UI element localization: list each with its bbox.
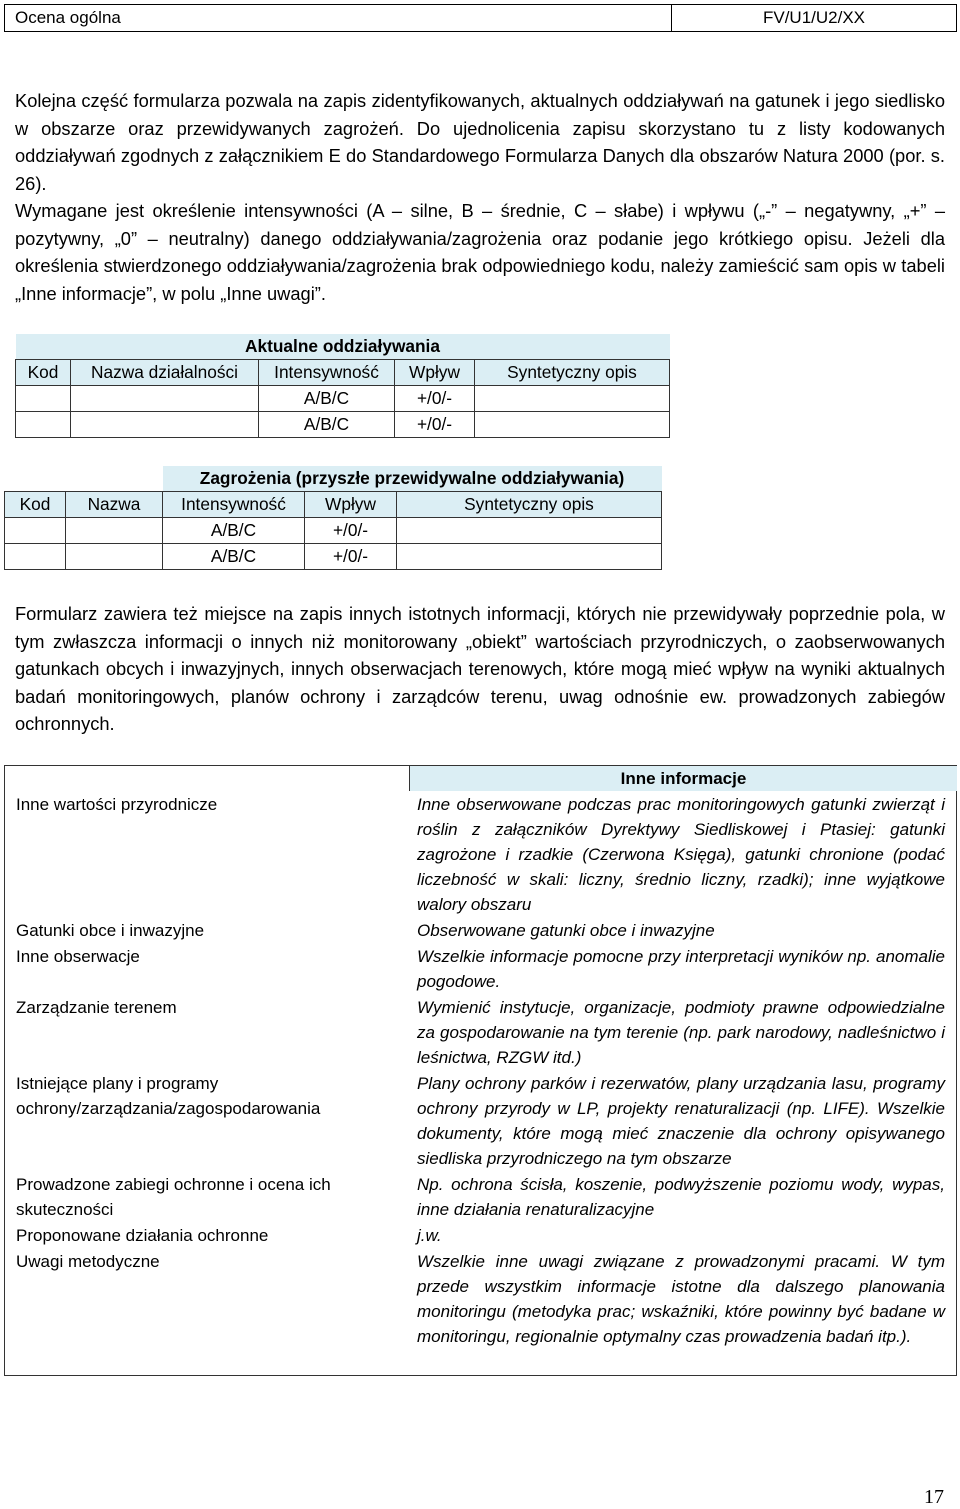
intro-paragraph: Kolejna część formularza pozwala na zapis zidentyfikowanych, aktualnych oddziaływań na gatunek i jego siedlisko w obszarze oraz przewidywanych zagrożeń. Do ujednolicenia zapisu skorzystano tu z listy kodowanych oddziaływań zgodnych z załącznikiem E do Standardowego Formularza Danych dla obszarów Natura 2000 (por. s. 26). (15, 90, 945, 194)
info-row-label: Gatunki obce i inwazyjne (16, 921, 205, 940)
table-cell[interactable]: +/0/- (305, 544, 397, 570)
header-document-code: FV/U1/U2/XX (762, 8, 866, 27)
table-cell[interactable] (16, 412, 71, 438)
info-row-description: j.w. (417, 1226, 442, 1245)
table-cell[interactable]: A/B/C (259, 386, 395, 412)
info-row-label: Istniejące plany i programy ochrony/zarządzania/zagospodarowania (16, 1074, 321, 1118)
additional-info-paragraph: Formularz zawiera też miejsce na zapis innych istotnych informacji, których nie przewidywały poprzednie pola, w tym zwłaszcza informacji o innych niż monitorowany „obiekt” wartościach przyrodniczych, o zaobserwowanych gatunkach obcych i inwazyjnych, innych obserwacjach terenowych, które mogą mieć wpływ na wyniki aktualnych badań monitoringowych, planów ochrony i zarządców terenu, uwag odnośnie ew. prowadzonych zabiegów ochronnych. (15, 603, 945, 734)
table-cell[interactable] (475, 386, 670, 412)
column-header: Nazwa działalności (71, 360, 259, 386)
info-row-description: Wszelkie informacje pomocne przy interpretacji wyników np. anomalie pogodowe. (417, 947, 945, 991)
column-header: Nazwa (66, 492, 163, 518)
header-section-title: Ocena ogólna (5, 5, 672, 31)
table-cell[interactable]: +/0/- (305, 518, 397, 544)
info-row-description: Inne obserwowane podczas prac monitoringowych gatunki zwierząt i roślin z załączników Dyrektywy Siedliskowej i Ptasiej: gatunki zagrożone i rzadkie (Czerwona Księga), gatunki chronione (podać liczebność w skali: liczny, średnio liczny, rzadki); inne wyjątkowe walory obszaru (417, 795, 945, 914)
table-title: Zagrożenia (przyszłe przewidywalne oddziaływania) (163, 466, 662, 492)
table-cell[interactable] (71, 412, 259, 438)
info-row-label: Prowadzone zabiegi ochronne i ocena ich skuteczności (16, 1175, 331, 1219)
table-cell[interactable] (5, 518, 66, 544)
table-cell[interactable] (66, 518, 163, 544)
column-header: Syntetyczny opis (397, 492, 662, 518)
column-header: Intensywność (259, 360, 395, 386)
requirements-paragraph: Wymagane jest określenie intensywności (A – silne, B – średnie, C – słabe) i wpływu („-” – negatywny, „+” – pozytywny, „0” – neutralny) danego oddziaływania/zagrożenia oraz podanie jego krótkiego opisu. Jeżeli dla określenia stwierdzonego oddziaływania/zagrożenia brak odpowiedniego kodu, należy zamieścić sam opis w tabeli „Inne informacje”, w polu „Inne uwagi”. (15, 200, 945, 304)
table-row (16, 386, 670, 412)
table-cell[interactable] (71, 386, 259, 412)
column-header: Wpływ (395, 360, 475, 386)
table-header-row (5, 492, 662, 518)
table-cell[interactable]: +/0/- (395, 386, 475, 412)
info-row-description: Np. ochrona ścisła, koszenie, podwyższenie poziomu wody, wypas, inne działania renaturalizacyjne (417, 1175, 945, 1219)
table-cell[interactable] (16, 386, 71, 412)
column-header: Intensywność (163, 492, 305, 518)
column-header: Kod (5, 492, 66, 518)
table-cell[interactable]: A/B/C (259, 412, 395, 438)
info-row-label: Proponowane działania ochronne (16, 1226, 269, 1245)
current-impacts-table (15, 334, 670, 438)
table-cell[interactable] (5, 544, 66, 570)
table-row (5, 518, 662, 544)
column-header: Wpływ (305, 492, 397, 518)
info-row-label: Inne wartości przyrodnicze (16, 795, 218, 814)
page-number: 17 (924, 1486, 944, 1508)
info-row-description: Wymienić instytucje, organizacje, podmioty prawne odpowiedzialne za gospodarowanie na tym terenie (np. park narodowy, nadleśnictwo i leśnictwa, RZGW itd.) (417, 998, 945, 1067)
info-row-description: Wszelkie inne uwagi związane z prowadzonymi pracami. W tym przede wszystkim informacje istotne dla dalszego planowania monitoringu (metodyka prac; wskaźniki, które powinny być badane w monitoringu, regionalnie optymalny czas prowadzenia badań itp.). (417, 1252, 945, 1346)
info-row-description: Plany ochrony parków i rezerwatów, plany urządzania lasu, programy ochrony przyrody w LP, projekty renaturalizacji (np. LIFE). Wszelkie dokumenty, które mogą mieć znaczenie dla ochrony opisywanego siedliska przyrodniczego na tym obszarze (417, 1074, 945, 1168)
table-title: Aktualne oddziaływania (16, 334, 670, 360)
info-row-description: Obserwowane gatunki obce i inwazyjne (417, 921, 715, 940)
table-cell[interactable]: A/B/C (163, 518, 305, 544)
other-information-table (4, 765, 957, 1376)
info-row-label: Uwagi metodyczne (16, 1252, 160, 1271)
table-cell[interactable] (397, 544, 662, 570)
table-row (16, 412, 670, 438)
table-header-row (16, 360, 670, 386)
info-row-label: Inne obserwacje (16, 947, 140, 966)
info-row-label: Zarządzanie terenem (16, 998, 177, 1017)
column-header: Kod (16, 360, 71, 386)
table-cell[interactable] (475, 412, 670, 438)
table-cell[interactable]: +/0/- (395, 412, 475, 438)
table-cell[interactable] (397, 518, 662, 544)
column-header: Syntetyczny opis (475, 360, 670, 386)
table-cell[interactable]: A/B/C (163, 544, 305, 570)
table-cell[interactable] (66, 544, 163, 570)
table-row (5, 544, 662, 570)
table-title: Inne informacje (409, 766, 957, 791)
page-header (4, 4, 957, 32)
threats-table (4, 466, 662, 570)
